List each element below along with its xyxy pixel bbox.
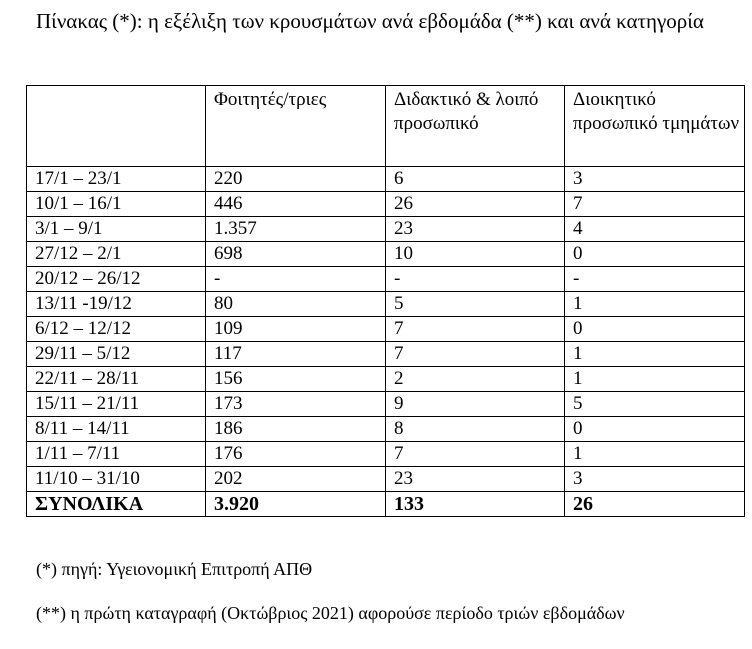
table-row <box>27 217 745 242</box>
cell-teaching-staff: 5 <box>386 292 565 317</box>
header-period <box>27 86 206 167</box>
table-row <box>27 292 745 317</box>
cell-admin-staff: 3 <box>565 167 745 192</box>
cell-admin-staff: 0 <box>565 417 745 442</box>
cell-period: 3/1 – 9/1 <box>27 217 206 242</box>
cell-teaching-staff: 23 <box>386 467 565 492</box>
cases-table <box>26 85 745 517</box>
cell-teaching-staff: 26 <box>386 192 565 217</box>
cell-teaching-staff: 10 <box>386 242 565 267</box>
header-students: Φοιτητές/τριες <box>206 86 386 167</box>
cell-teaching-staff: 7 <box>386 317 565 342</box>
header-row <box>27 86 745 167</box>
cell-students: 202 <box>206 467 386 492</box>
cell-students: 446 <box>206 192 386 217</box>
table-row <box>27 242 745 267</box>
cell-period: 15/11 – 21/11 <box>27 392 206 417</box>
table-row <box>27 267 745 292</box>
cell-teaching-staff: 8 <box>386 417 565 442</box>
cell-students: 176 <box>206 442 386 467</box>
table-row <box>27 192 745 217</box>
cell-admin-staff: 5 <box>565 392 745 417</box>
cell-students: 173 <box>206 392 386 417</box>
cell-period: 11/10 – 31/10 <box>27 467 206 492</box>
source-note: (*) πηγή: Υγειονομική Επιτροπή ΑΠΘ <box>36 559 313 579</box>
cell-admin-staff: 1 <box>565 342 745 367</box>
cell-admin-staff: 0 <box>565 317 745 342</box>
cell-admin-staff: 1 <box>565 292 745 317</box>
cell-students: 1.357 <box>206 217 386 242</box>
cell-teaching-staff: 9 <box>386 392 565 417</box>
total-teaching-staff: 133 <box>386 492 565 517</box>
table-caption: Πίνακας (*): η εξέλιξη των κρουσμάτων ανά εβδομάδα (**) και ανά κατηγορία <box>36 9 704 33</box>
cell-students: 80 <box>206 292 386 317</box>
table-row <box>27 342 745 367</box>
cell-admin-staff: 1 <box>565 367 745 392</box>
cell-period: 22/11 – 28/11 <box>27 367 206 392</box>
cell-period: 27/12 – 2/1 <box>27 242 206 267</box>
total-admin-staff: 26 <box>565 492 745 517</box>
cell-admin-staff: - <box>565 267 745 292</box>
cell-students: - <box>206 267 386 292</box>
total-students: 3.920 <box>206 492 386 517</box>
cell-period: 6/12 – 12/12 <box>27 317 206 342</box>
header-teaching-staff: Διδακτικό & λοιπό προσωπικό <box>386 86 565 167</box>
cell-admin-staff: 7 <box>565 192 745 217</box>
cell-admin-staff: 1 <box>565 442 745 467</box>
cell-students: 109 <box>206 317 386 342</box>
cell-students: 117 <box>206 342 386 367</box>
table-row <box>27 442 745 467</box>
cell-period: 20/12 – 26/12 <box>27 267 206 292</box>
table-row <box>27 392 745 417</box>
cell-period: 29/11 – 5/12 <box>27 342 206 367</box>
table-row <box>27 317 745 342</box>
total-row <box>27 492 745 517</box>
header-admin-staff: Διοικητικό προσωπικό τμημάτων <box>565 86 745 167</box>
cell-students: 186 <box>206 417 386 442</box>
table-row <box>27 367 745 392</box>
cell-period: 8/11 – 14/11 <box>27 417 206 442</box>
first-record-note: (**) η πρώτη καταγραφή (Οκτώβριος 2021) αφορούσε περίοδο τριών εβδομάδων <box>36 603 625 623</box>
cell-period: 13/11 -19/12 <box>27 292 206 317</box>
cell-teaching-staff: 23 <box>386 217 565 242</box>
cell-students: 698 <box>206 242 386 267</box>
cell-students: 156 <box>206 367 386 392</box>
table-row <box>27 167 745 192</box>
cell-period: 17/1 – 23/1 <box>27 167 206 192</box>
total-label: ΣΥΝΟΛΙΚΑ <box>27 492 206 517</box>
table-row <box>27 417 745 442</box>
cell-period: 10/1 – 16/1 <box>27 192 206 217</box>
cell-admin-staff: 4 <box>565 217 745 242</box>
cell-teaching-staff: 6 <box>386 167 565 192</box>
table-row <box>27 467 745 492</box>
cell-period: 1/11 – 7/11 <box>27 442 206 467</box>
cell-teaching-staff: 7 <box>386 342 565 367</box>
cell-students: 220 <box>206 167 386 192</box>
cell-admin-staff: 3 <box>565 467 745 492</box>
cell-admin-staff: 0 <box>565 242 745 267</box>
cell-teaching-staff: 7 <box>386 442 565 467</box>
cell-teaching-staff: - <box>386 267 565 292</box>
cell-teaching-staff: 2 <box>386 367 565 392</box>
